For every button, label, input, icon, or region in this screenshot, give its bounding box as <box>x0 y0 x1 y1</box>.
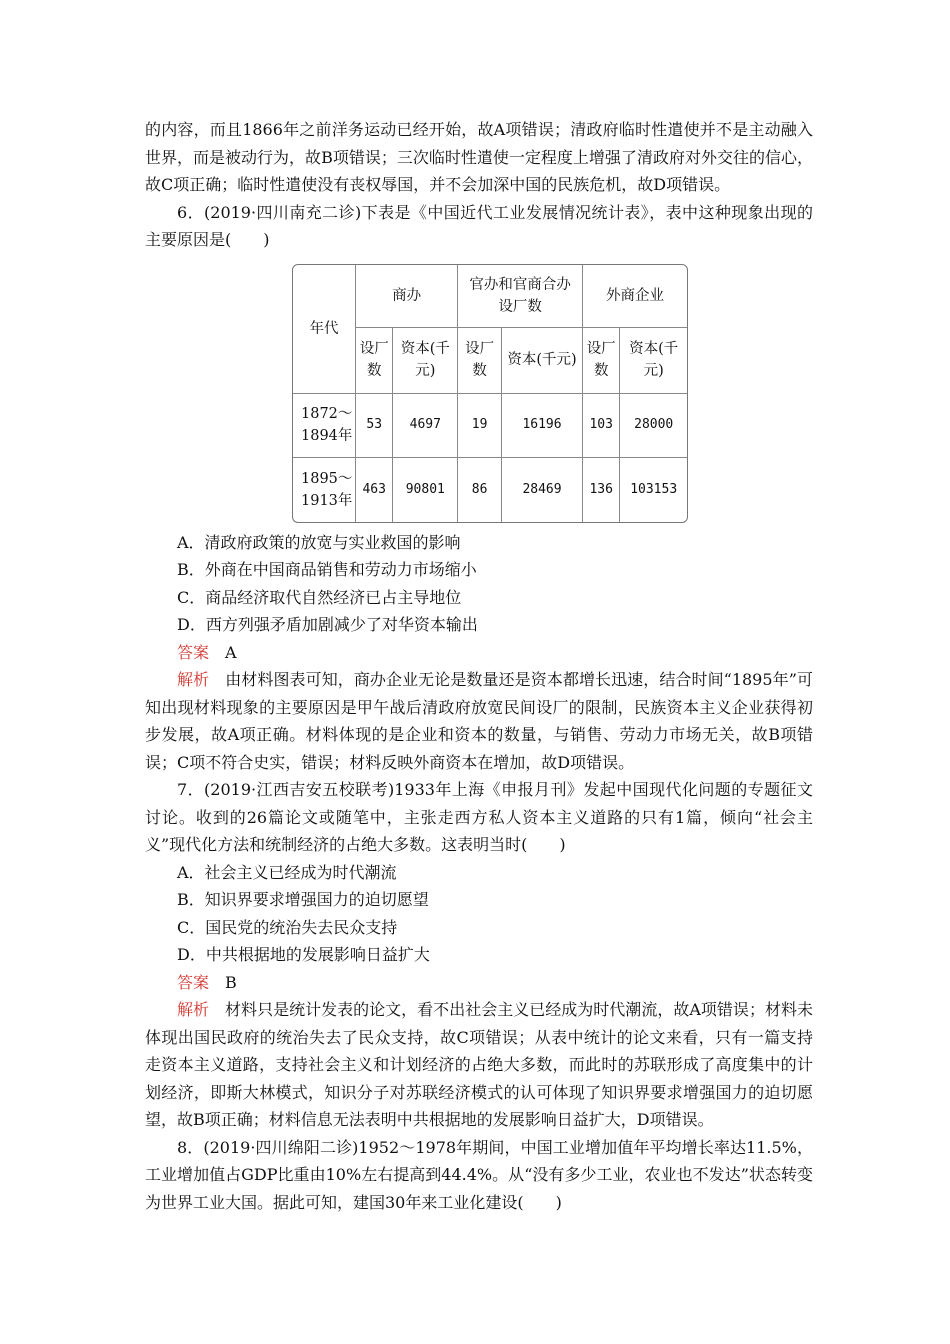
header-group-official: 官办和官商合办设厂数 <box>458 265 583 328</box>
row-period: 1872～1894年 <box>293 394 356 458</box>
analysis-label: 解析 <box>177 670 210 689</box>
table-cell: 19 <box>458 394 502 458</box>
table-cell: 53 <box>356 394 393 458</box>
table-cell: 463 <box>356 458 393 522</box>
header-year: 年代 <box>293 265 356 394</box>
question-6-answer <box>145 639 813 667</box>
table-cell: 103153 <box>630 481 678 497</box>
table-cell: 103 <box>583 394 620 458</box>
table-cell: 90801 <box>393 458 458 522</box>
subheader-capital: 资本(千元) <box>393 328 458 394</box>
row-period: 1895～1913年 <box>293 458 356 522</box>
question-7-analysis <box>145 996 813 1134</box>
table-cell: 16196 <box>502 394 583 458</box>
subheader-factories: 设厂数 <box>356 328 393 394</box>
subheader-capital: 资本(千元) <box>620 328 687 394</box>
question-7-answer <box>145 969 813 997</box>
question-7-option-b: B．知识界要求增强国力的迫切愿望 <box>177 890 429 909</box>
header-group-foreign: 外商企业 <box>583 265 687 328</box>
question-7-option-a: A．社会主义已经成为时代潮流 <box>177 862 397 882</box>
subheader-capital: 资本(千元) <box>502 328 583 394</box>
question-6-analysis <box>145 666 813 776</box>
answer-label: 答案 <box>177 972 210 992</box>
industry-statistics-table <box>292 264 688 523</box>
question-6-option-b: B．外商在中国商品销售和劳动力市场缩小 <box>177 560 477 579</box>
question-6-option-c: C．商品经济取代自然经济已占主导地位 <box>177 587 462 607</box>
answer-value: B <box>225 972 237 992</box>
analysis-text: 材料只是统计发表的论文，看不出社会主义已经成为时代潮流，故A项错误；材料未体现出国民政府的统治失去了民众支持，故C项错误；从表中统计的论文来看，只有一篇支持走资本主义道路，支持社会主义和计划经济的占绝大多数，而此时的苏联形成了高度集中的计划经济，即斯大林模式，知识分子对苏联经济模式的认可体现了知识界要求增强国力的迫切愿望，故B项正确；材料信息无法表明中共根据地的发展影响日益扩大，D项错误。 <box>145 1000 813 1129</box>
table-cell: 4697 <box>393 394 458 458</box>
answer-label: 答案 <box>177 642 210 662</box>
subheader-factories: 设厂数 <box>583 328 620 394</box>
analysis-label: 解析 <box>177 1000 210 1019</box>
question-6-option-d: D．西方列强矛盾加剧减少了对华资本输出 <box>177 615 478 634</box>
table-row <box>293 458 687 522</box>
question-7-option-d: D．中共根据地的发展影响日益扩大 <box>177 945 430 964</box>
subheader-factories: 设厂数 <box>458 328 502 394</box>
table-cell: 136 <box>583 458 620 522</box>
question-7-option-c: C．国民党的统治失去民众支持 <box>177 917 398 937</box>
table-cell: 28000 <box>620 394 687 458</box>
header-group-private: 商办 <box>356 265 458 328</box>
answer-value: A <box>225 642 237 662</box>
table-cell: 86 <box>458 458 502 522</box>
question-7-stem: 7．(2019·江西吉安五校联考)1933年上海《申报月刊》发起中国现代化问题的专题征文讨论。收到的26篇论文或随笔中，主张走西方私人资本主义道路的只有1篇，倾向“社会主义”现代化方法和统制经济的占绝大多数。这表明当时( ) <box>145 780 813 854</box>
question-6-stem: 6．(2019·四川南充二诊)下表是《中国近代工业发展情况统计表》，表中这种现象出现的主要原因是( ) <box>145 202 813 249</box>
analysis-text: 由材料图表可知，商办企业无论是数量还是资本都增长迅速，结合时间“1895年”可知出现材料现象的主要原因是甲午战后清政府放宽民间设厂的限制，民族资本主义企业获得初步发展，故A项正确。材料体现的是企业和资本的数量，与销售、劳动力市场无关，故B项错误；C项不符合史实，错误；材料反映外商资本在增加，故D项错误。 <box>145 670 813 772</box>
table-cell: 28469 <box>502 458 583 522</box>
question-6-option-a: A．清政府政策的放宽与实业救国的影响 <box>177 532 461 552</box>
intro-paragraph: 的内容，而且1866年之前洋务运动已经开始，故A项错误；清政府临时性遣使并不是主动融入世界，而是被动行为，故B项错误；三次临时性遣使一定程度上增强了清政府对外交往的信心，故C项正确；临时性遣使没有丧权辱国，并不会加深中国的民族危机，故D项错误。 <box>145 120 813 194</box>
table-row <box>293 394 687 458</box>
question-8-stem: 8．(2019·四川绵阳二诊)1952～1978年期间，中国工业增加值年平均增长率达11.5%，工业增加值占GDP比重由10%左右提高到44.4%。从“没有多少工业，农业也不发达”状态转变为世界工业大国。据此可知，建国30年来工业化建设( ) <box>145 1137 813 1212</box>
document-page <box>145 116 813 1216</box>
